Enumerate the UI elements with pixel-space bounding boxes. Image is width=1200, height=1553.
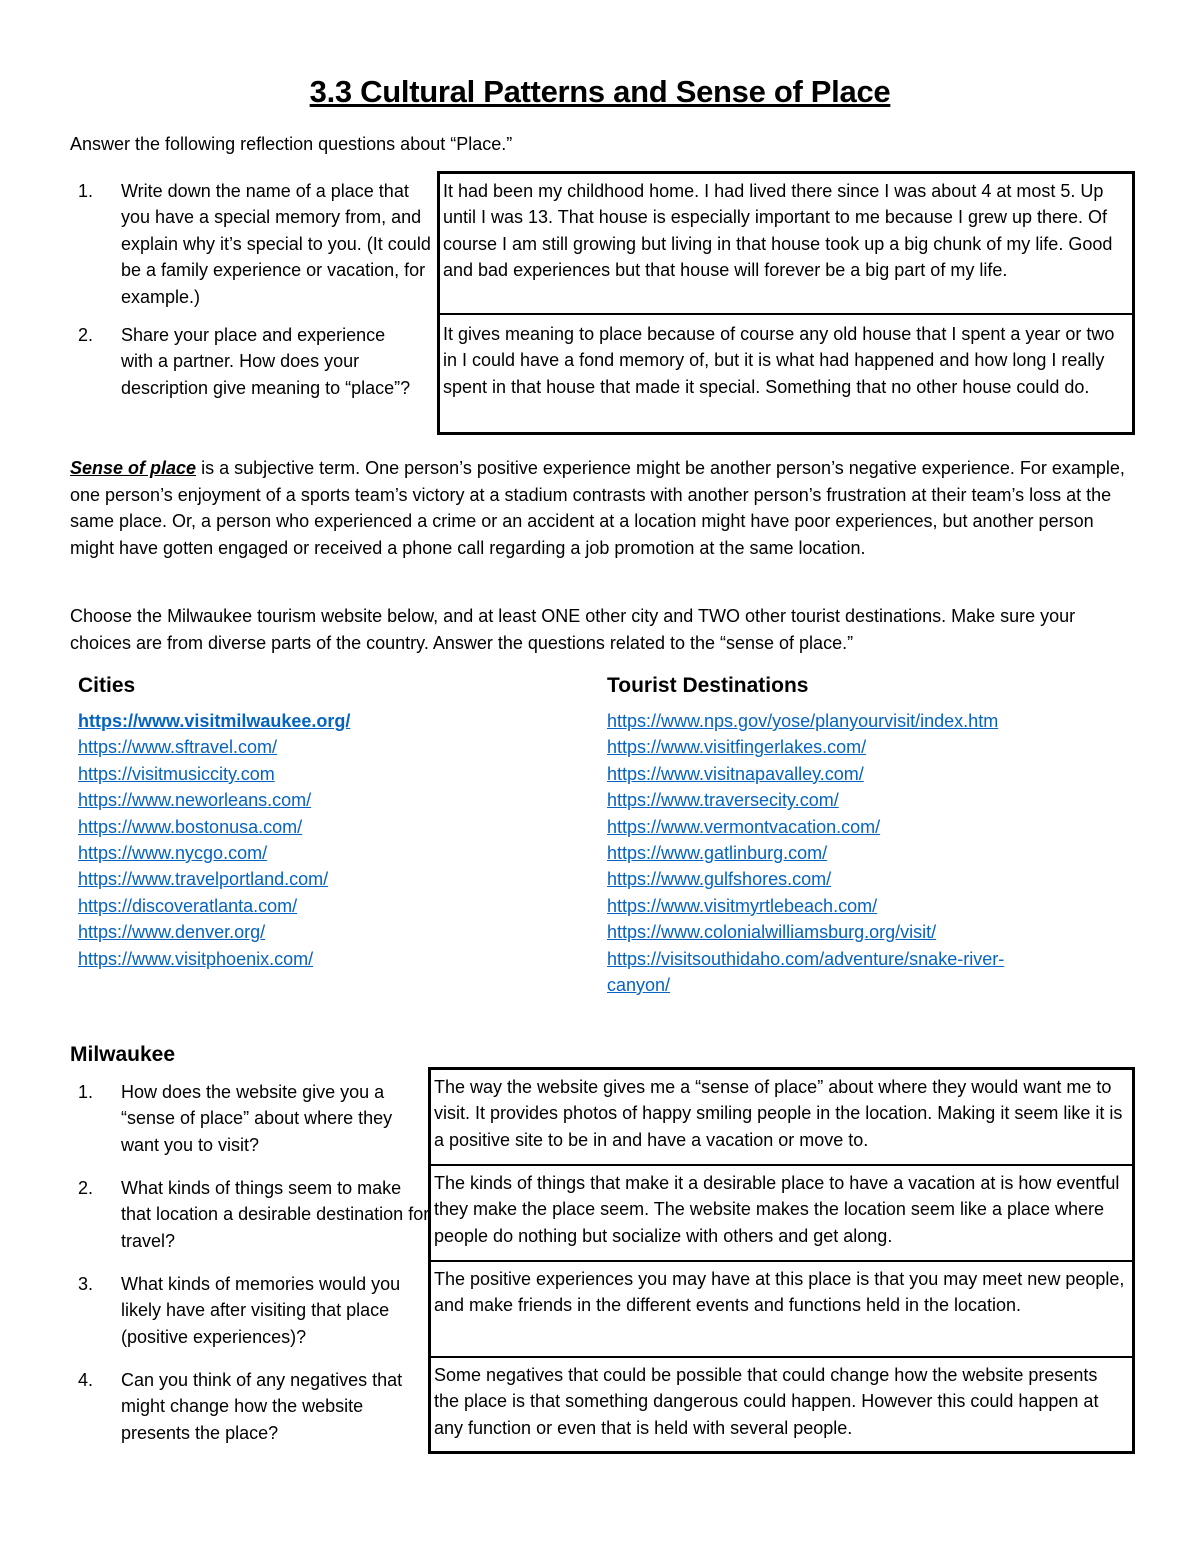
question-text: What kinds of memories would you likely have after visiting that place (positive experiences)? bbox=[121, 1274, 401, 1347]
city-link[interactable]: https://www.bostonusa.com/ bbox=[78, 816, 303, 837]
question-number: 2. bbox=[78, 325, 94, 345]
city-link[interactable]: https://visitmusiccity.com bbox=[78, 763, 275, 784]
table-divider bbox=[440, 313, 1132, 315]
instructions-paragraph: Choose the Milwaukee tourism website below, and at least ONE other city and TWO other tourist destinations. Make sure your choices are from diverse parts of the country. Answer the questions related to the “sense of place.” bbox=[70, 606, 1076, 653]
destination-link[interactable]: https://www.visitfingerlakes.com/ bbox=[607, 737, 867, 758]
question-text: Write down the name of a place that you have a special memory from, and explain why it’s special to you. (It could be a family experience or vacation, for example.) bbox=[121, 181, 431, 307]
question-text: Share your place and experience with a partner. How does your description give meaning to “place”? bbox=[121, 325, 411, 398]
question-number: 1. bbox=[78, 1082, 94, 1102]
question-number: 2. bbox=[78, 1178, 94, 1198]
destination-link[interactable]: https://www.gatlinburg.com/ bbox=[607, 843, 828, 864]
milwaukee-answer-1[interactable]: The way the website gives me a “sense of place” about where they would want me to visit. It provides photos of happy smiling people in the location. Making it seem like it is a positive site to be in and have a vacation or move to. bbox=[434, 1077, 1123, 1150]
cities-link-list bbox=[78, 708, 350, 972]
sense-of-place-paragraph bbox=[70, 455, 1130, 561]
sense-of-place-term: Sense of place bbox=[70, 458, 197, 478]
page-title: 3.3 Cultural Patterns and Sense of Place bbox=[309, 74, 891, 109]
destination-link[interactable]: https://visitsouthidaho.com/adventure/snake-river- bbox=[607, 948, 1005, 969]
milwaukee-answer-2[interactable]: The kinds of things that make it a desirable place to have a vacation at is how eventful they make the place seem. The website makes the location seem like a place where people do nothing but socialize with others and get along. bbox=[434, 1173, 1120, 1246]
city-link[interactable]: https://www.travelportland.com/ bbox=[78, 869, 329, 890]
reflection-answer-2[interactable]: It gives meaning to place because of course any old house that I spent a year or two in I could have a fond memory of, but it is what had happened and how long I really spent in that house that made it special. Something that no other house could do. bbox=[443, 324, 1115, 397]
destination-link[interactable]: https://www.traversecity.com/ bbox=[607, 790, 839, 811]
milwaukee-answer-table bbox=[428, 1067, 1135, 1454]
destinations-link-list bbox=[607, 708, 1004, 998]
city-link[interactable]: https://www.visitmilwaukee.org/ bbox=[78, 711, 351, 731]
destination-link[interactable]: https://www.nps.gov/yose/planyourvisit/index.htm bbox=[607, 711, 999, 731]
reflection-answer-table bbox=[437, 171, 1135, 435]
destination-link[interactable]: https://www.gulfshores.com/ bbox=[607, 869, 832, 890]
milwaukee-answer-4[interactable]: Some negatives that could be possible that could change how the website presents the place is that something dangerous could happen. However this could happen at any function or even that is held with several people. bbox=[434, 1365, 1099, 1438]
destination-link[interactable]: canyon/ bbox=[607, 975, 671, 996]
city-link[interactable]: https://www.nycgo.com/ bbox=[78, 843, 268, 864]
destination-link[interactable]: https://www.colonialwilliamsburg.org/visit/ bbox=[607, 922, 937, 943]
intro-text: Answer the following reflection questions about “Place.” bbox=[70, 134, 513, 154]
city-link[interactable]: https://www.sftravel.com/ bbox=[78, 737, 278, 758]
milwaukee-answer-3[interactable]: The positive experiences you may have at this place is that you may meet new people, and make friends in the different events and functions held in the location. bbox=[434, 1269, 1125, 1316]
question-text: What kinds of things seem to make that location a desirable destination for travel? bbox=[121, 1178, 430, 1251]
milwaukee-heading: Milwaukee bbox=[70, 1043, 176, 1066]
question-number: 3. bbox=[78, 1274, 94, 1294]
cities-heading: Cities bbox=[78, 674, 136, 697]
city-link[interactable]: https://discoveratlanta.com/ bbox=[78, 895, 298, 916]
reflection-answer-1[interactable]: It had been my childhood home. I had lived there since I was about 4 at most 5. Up until I was 13. That house is especially important to me because I grew up there. Of course I am still growing but living in that house took up a big chunk of my life. Good and bad experiences but that house will forever be a big part of my life. bbox=[443, 181, 1113, 281]
destination-link[interactable]: https://www.visitmyrtlebeach.com/ bbox=[607, 895, 878, 916]
city-link[interactable]: https://www.visitphoenix.com/ bbox=[78, 948, 314, 969]
destination-link[interactable]: https://www.vermontvacation.com/ bbox=[607, 816, 881, 837]
question-text: How does the website give you a “sense of place” about where they want you to visit? bbox=[121, 1082, 393, 1155]
city-link[interactable]: https://www.denver.org/ bbox=[78, 922, 266, 943]
city-link[interactable]: https://www.neworleans.com/ bbox=[78, 790, 312, 811]
question-number: 1. bbox=[78, 181, 94, 201]
question-text: Can you think of any negatives that might change how the website presents the place? bbox=[121, 1370, 403, 1443]
question-number: 4. bbox=[78, 1370, 94, 1390]
destination-link[interactable]: https://www.visitnapavalley.com/ bbox=[607, 763, 864, 784]
destinations-heading: Tourist Destinations bbox=[607, 674, 809, 697]
sense-of-place-text: is a subjective term. One person’s positive experience might be another person’s negative experience. For example, one person’s enjoyment of a sports team’s victory at a stadium contrasts with another person’s frustration at their team’s loss at the same place. Or, a person who experienced a crime or an accident at a location might have poor experiences, but another person might have gotten engaged or received a phone call regarding a job promotion at the same location. bbox=[70, 458, 1125, 558]
